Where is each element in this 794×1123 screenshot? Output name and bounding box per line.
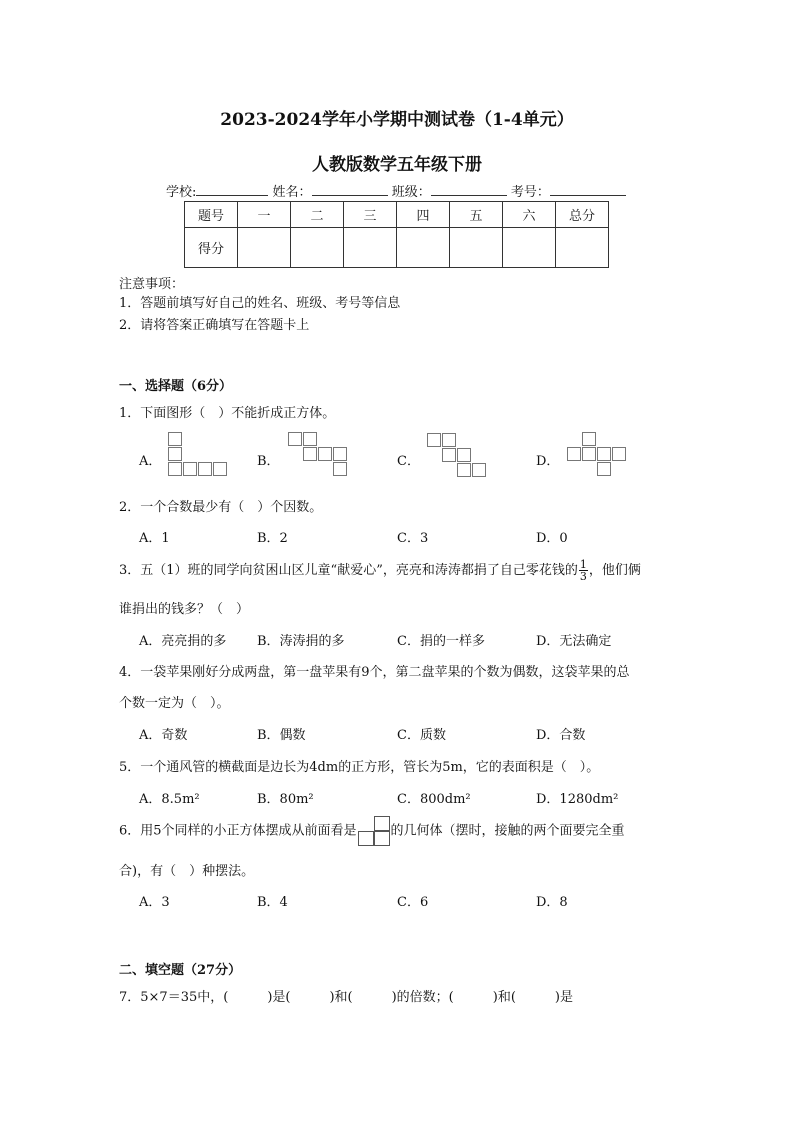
score-table-score-row — [185, 228, 609, 268]
q6-option-d: D．8 — [536, 895, 568, 910]
score-cell: 四 — [397, 202, 450, 228]
student-info-row — [166, 181, 626, 200]
exam-title: 2023-2024学年小学期中测试卷（1-4单元） — [220, 110, 574, 130]
q3-stem-text: 3．五（1）班的同学向贫困山区儿童“献爱心”，亮亮和涛涛都捐了自己零花钱的 — [119, 563, 578, 578]
q4-option-d: D．合数 — [536, 728, 586, 743]
q3-stem — [119, 559, 641, 582]
q4-option-c: C．质数 — [397, 728, 446, 743]
q4-stem-line2: 个数一定为（ ）。 — [119, 696, 230, 711]
score-cell: 一 — [238, 202, 291, 228]
score-table-header-row — [185, 202, 609, 228]
q3-option-a: A．亮亮捐的多 — [139, 634, 227, 649]
q1-option-c-label: C． — [397, 454, 420, 469]
q1-option-a-label: A． — [139, 454, 162, 469]
q6-stem-text-end: 的几何体（摆时，接触的两个面要完全重 — [390, 823, 625, 839]
q6-stem-line2: 合)，有（ ）种摆法。 — [119, 864, 255, 879]
q4-option-b: B．偶数 — [257, 728, 306, 743]
q2-option-c: C．3 — [397, 531, 429, 546]
q4-stem-line1: 4．一袋苹果刚好分成两盘，第一盘苹果有9个，第二盘苹果的个数为偶数，这袋苹果的总 — [119, 665, 630, 680]
name-field[interactable] — [312, 183, 388, 196]
score-cell: 三 — [344, 202, 397, 228]
section2-heading: 二、填空题（27分） — [119, 963, 242, 978]
score-input-cell[interactable] — [291, 228, 344, 268]
fraction-denominator: 3 — [579, 570, 587, 583]
name-label: 姓名： — [272, 185, 312, 200]
score-input-cell[interactable] — [344, 228, 397, 268]
q5-stem: 5．一个通风管的横截面是边长为4dm的正方形，管长为5m，它的表面积是（ ）。 — [119, 760, 600, 775]
q2-option-a: A．1 — [139, 531, 170, 546]
q6-option-c: C．6 — [397, 895, 429, 910]
score-input-cell[interactable] — [397, 228, 450, 268]
exam-subtitle: 人教版数学五年级下册 — [312, 155, 482, 175]
q2-stem: 2．一个合数最少有（ ）个因数。 — [119, 500, 323, 515]
school-field[interactable] — [196, 183, 268, 196]
notes-heading: 注意事项： — [119, 277, 185, 292]
q1-option-d-label: D． — [536, 454, 560, 469]
q3-option-b: B．涛涛捐的多 — [257, 634, 345, 649]
q5-option-d: D．1280dm² — [536, 792, 619, 807]
note-item: 1．答题前填写好自己的姓名、班级、考号等信息 — [119, 296, 401, 311]
q1-option-b-label: B． — [257, 454, 280, 469]
school-label: 学校: — [166, 185, 197, 200]
q1-stem: 1．下面图形（ ）不能折成正方体。 — [119, 406, 336, 421]
score-input-cell[interactable] — [503, 228, 556, 268]
note-item: 2．请将答案正确填写在答题卡上 — [119, 318, 310, 333]
q4-option-a: A．奇数 — [139, 728, 188, 743]
q6-option-a: A．3 — [139, 895, 170, 910]
q6-stem — [119, 816, 625, 846]
score-input-cell[interactable] — [450, 228, 503, 268]
q3-stem-text-end: ，他们俩 — [588, 563, 641, 578]
class-label: 班级： — [391, 185, 431, 200]
q3-option-d: D．无法确定 — [536, 634, 612, 649]
q2-option-d: D．0 — [536, 531, 568, 546]
score-cell: 得分 — [185, 228, 238, 268]
front-view-figure — [358, 816, 390, 846]
score-table — [184, 201, 609, 268]
q3-stem-line2: 谁捐出的钱多？（ ） — [119, 602, 250, 617]
score-cell: 题号 — [185, 202, 238, 228]
fraction-one-third — [579, 559, 588, 582]
q6-option-b: B．4 — [257, 895, 288, 910]
score-cell: 六 — [503, 202, 556, 228]
score-cell: 二 — [291, 202, 344, 228]
score-input-cell[interactable] — [556, 228, 609, 268]
q2-option-b: B．2 — [257, 531, 288, 546]
exam-no-label: 考号： — [510, 185, 550, 200]
q6-stem-text: 6．用5个同样的小正方体摆成从前面看是 — [119, 823, 357, 839]
q5-option-c: C．800dm² — [397, 792, 471, 807]
score-input-cell[interactable] — [238, 228, 291, 268]
class-field[interactable] — [431, 183, 507, 196]
q5-option-b: B．80m² — [257, 792, 314, 807]
q7-stem: 7．5×7＝35中，( )是( )和( )的倍数；( )和( )是 — [119, 990, 573, 1005]
score-cell: 总分 — [556, 202, 609, 228]
exam-no-field[interactable] — [550, 183, 626, 196]
fraction-numerator: 1 — [579, 558, 587, 571]
score-cell: 五 — [450, 202, 503, 228]
q5-option-a: A．8.5m² — [139, 792, 200, 807]
section1-heading: 一、选择题（6分） — [119, 379, 233, 394]
q3-option-c: C．捐的一样多 — [397, 634, 485, 649]
